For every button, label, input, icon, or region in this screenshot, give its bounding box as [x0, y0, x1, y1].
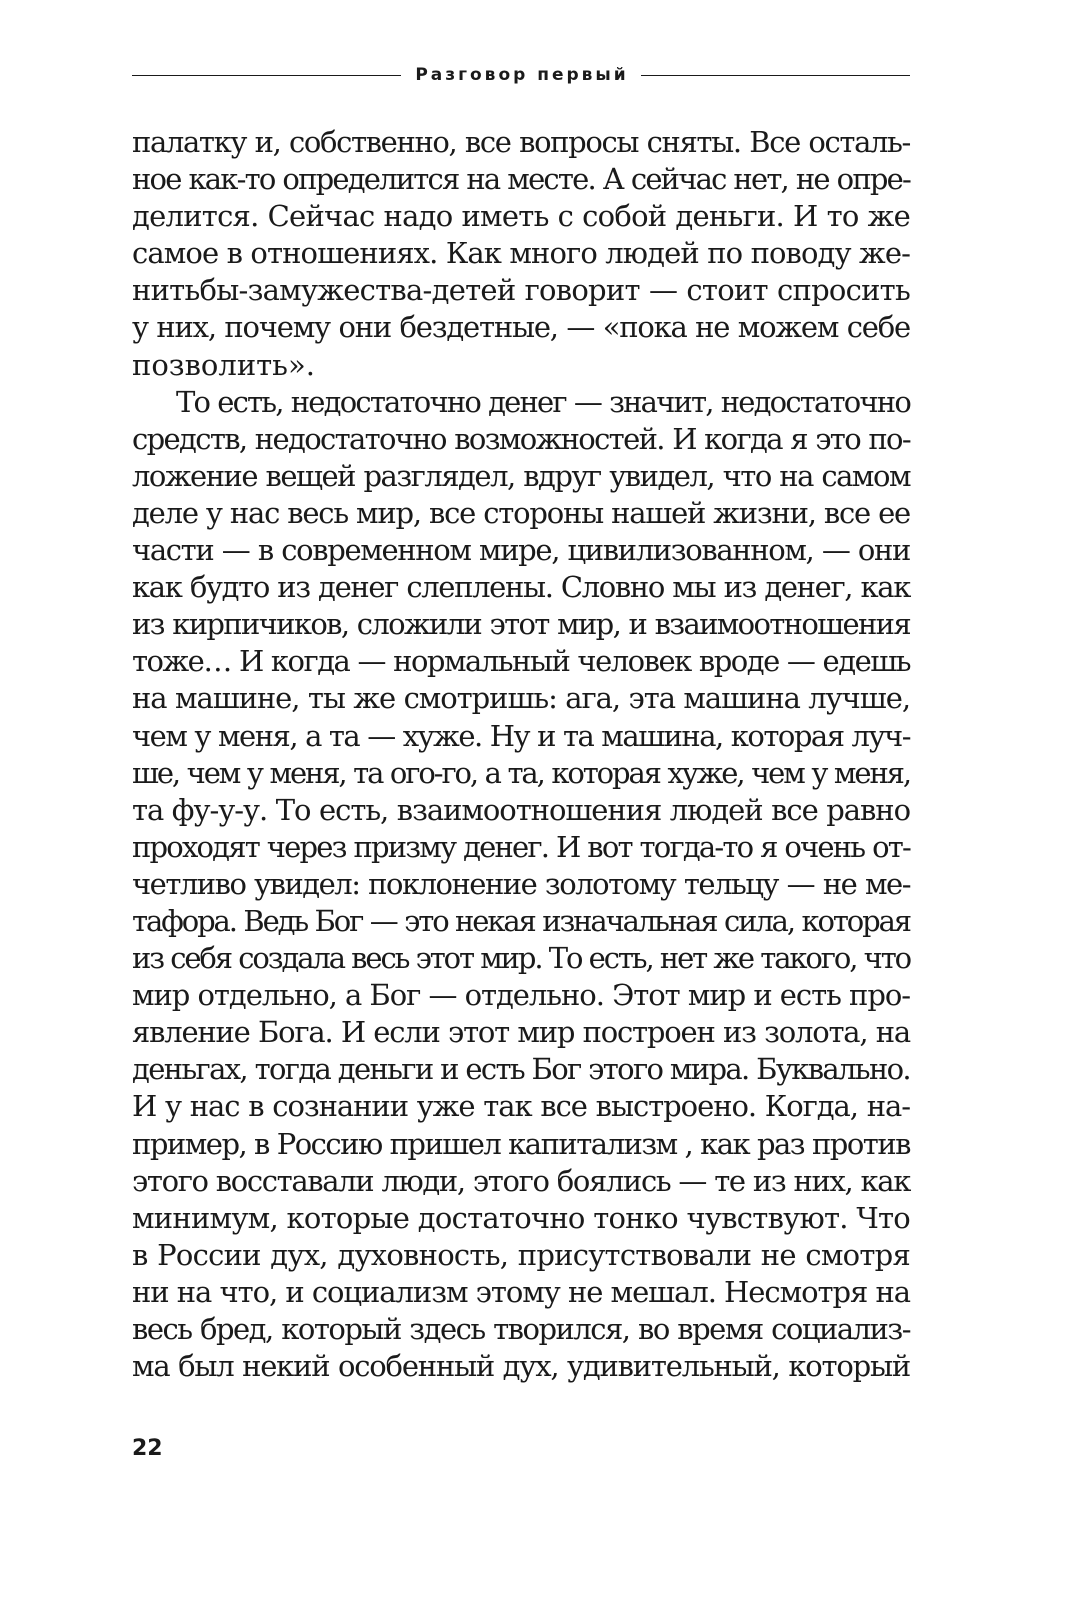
text-line: весь бред, который здесь творился, во время социализ-: [132, 1312, 910, 1346]
text-line: палатку и, собственно, все вопросы сняты. Все осталь-: [132, 125, 910, 159]
text-line: из себя создала весь этот мир. То есть, нет же такого, что: [132, 941, 910, 976]
text-line: ное как-то определится на месте. А сейчас нет, не опре-: [132, 162, 910, 197]
text-line: из кирпичиков, сложили этот мир, и взаимоотношения: [132, 607, 910, 642]
text-line: И у нас в сознании уже так все выстроено. Когда, на-: [132, 1089, 910, 1124]
text-line: То есть, недостаточно денег — значит, недостаточно: [176, 384, 910, 419]
text-line: тоже… И когда — нормальный человек вроде — едешь: [132, 644, 910, 679]
text-line: части — в современном мире, цивилизованном, — они: [132, 533, 910, 568]
text-line: у них, почему они бездетные, — «пока не можем себе: [132, 310, 910, 345]
page-number: 22: [132, 1436, 163, 1461]
text-line: ше, чем у меня, та ого-го, а та, которая хуже, чем у меня,: [132, 755, 910, 790]
text-line: мир отдельно, а Бог — отдельно. Этот мир и есть про-: [132, 978, 910, 1013]
text-line: та фу-у-у. То есть, взаимоотношения людей все равно: [132, 792, 910, 827]
text-line: чем у меня, а та — хуже. Ну и та машина, которая луч-: [132, 718, 910, 753]
running-header: [132, 62, 910, 88]
text-line: минимум, которые достаточно тонко чувствуют. Что: [132, 1200, 910, 1235]
header-rule-right: [641, 75, 910, 76]
text-line: проходят через призму денег. И вот тогда-то я очень от-: [132, 829, 910, 864]
text-line: на машине, ты же смотришь: ага, эта машина лучше,: [132, 681, 910, 716]
text-line: явление Бога. И если этот мир построен из золота, на: [132, 1015, 910, 1050]
text-line: пример, в Россию пришел капитализм , как раз против: [132, 1126, 910, 1161]
text-line: ма был некий особенный дух, удивительный, который: [132, 1349, 910, 1384]
text-line: этого восставали люди, этого боялись — те из них, как: [132, 1163, 910, 1198]
text-line: деньгах, тогда деньги и есть Бог этого мира. Буквально.: [132, 1052, 910, 1087]
text-line: ни на что, и социализм этому не мешал. Несмотря на: [132, 1274, 910, 1309]
text-line: самое в отношениях. Как много людей по поводу же-: [132, 236, 910, 271]
body-text: [132, 124, 910, 1385]
text-line: в России дух, духовность, присутствовали не смотря: [132, 1237, 910, 1272]
text-line: делится. Сейчас надо иметь с собой деньги. И то же: [132, 199, 910, 234]
running-header-title: Разговор первый: [415, 65, 629, 85]
text-line: ложение вещей разглядел, вдруг увидел, что на самом: [132, 458, 910, 493]
header-rule-left: [132, 75, 401, 76]
text-line: деле у нас весь мир, все стороны нашей жизни, все ее: [132, 495, 910, 530]
text-line: нитьбы-замужества-детей говорит — стоит спросить: [132, 273, 910, 308]
text-line: как будто из денег слеплены. Словно мы из денег, как: [132, 570, 910, 605]
text-line: позволить».: [132, 347, 315, 382]
text-line: четливо увидел: поклонение золотому тельцу — не ме-: [132, 866, 910, 901]
text-line: средств, недостаточно возможностей. И когда я это по-: [132, 421, 910, 456]
text-line: тафора. Ведь Бог — это некая изначальная сила, которая: [132, 903, 910, 938]
